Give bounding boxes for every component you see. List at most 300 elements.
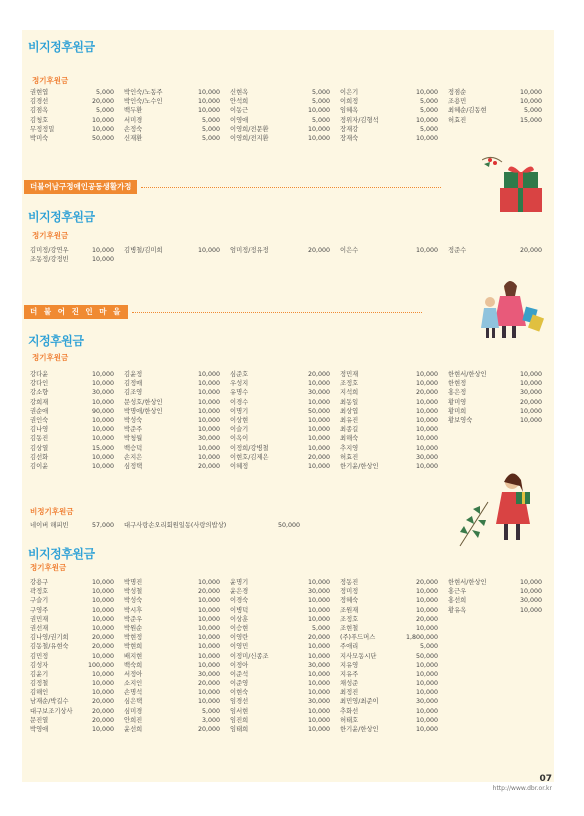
donation-amount: 10,000 <box>91 435 114 443</box>
donation-amount: 10,000 <box>91 670 114 678</box>
donor-name: 조원재 <box>340 606 359 614</box>
donor-name: 윤은경 <box>230 588 249 596</box>
donation-amount <box>506 134 542 143</box>
donation-amount <box>506 125 542 134</box>
banner-label: 더불어남구정애인공동생활가정 <box>24 180 137 194</box>
donor-name: (주)푸드머스 <box>340 634 376 642</box>
donor-name: 권순애 <box>30 407 49 415</box>
donor-name: 지사모동시단 <box>340 652 377 660</box>
donation-amount: 10,000 <box>197 698 220 706</box>
donation-amount: 10,000 <box>197 407 220 415</box>
donation-amount: 10,000 <box>91 680 114 688</box>
donor-name: 조정호 <box>340 380 359 388</box>
donor-name: 이은수 <box>340 247 359 254</box>
donor-name: 정혜숙 <box>340 597 359 605</box>
donation-amount: 10,000 <box>415 661 438 669</box>
donation-amount: 10,000 <box>197 579 220 586</box>
donation-amount: 5,000 <box>523 107 542 115</box>
donation-amount: 10,000 <box>91 652 114 660</box>
donor-name: 안석희 <box>230 98 249 106</box>
donation-amount: 20,000 <box>307 453 330 461</box>
donation-amount: 10,000 <box>415 116 438 124</box>
donation-amount: 10,000 <box>307 726 330 733</box>
donation-amount: 10,000 <box>197 380 220 388</box>
donation-amount: 10,000 <box>415 624 438 632</box>
donation-amount: 30,000 <box>415 698 438 706</box>
donor-name: 이영희/전지환 <box>230 134 269 142</box>
donation-amount: 10,000 <box>415 462 438 470</box>
donor-name: 이상현 <box>230 416 249 424</box>
donor-name: 김경선 <box>30 98 49 106</box>
donor-name <box>448 425 506 434</box>
donation-amount: 10,000 <box>197 89 220 96</box>
table-row <box>30 661 552 670</box>
donation-amount: 20,000 <box>307 634 330 642</box>
donation-amount <box>506 697 542 706</box>
donor-name: 김청호 <box>30 116 49 124</box>
donor-name <box>448 255 506 264</box>
donor-name <box>124 255 186 264</box>
donor-name: 백승덕 <box>124 444 143 452</box>
donor-name: 서미경 <box>124 116 143 124</box>
donor-name: 이동근 <box>230 107 249 115</box>
donor-name: 조용민 <box>448 98 467 106</box>
section3-table2 <box>30 521 310 530</box>
donation-amount: 20,000 <box>91 707 114 715</box>
donor-name: 문성호/한상인 <box>124 398 163 406</box>
donation-amount: 10,000 <box>307 107 330 115</box>
donation-amount: 5,000 <box>95 107 114 115</box>
donation-amount: 10,000 <box>91 462 114 470</box>
donation-amount: 10,000 <box>91 624 114 632</box>
donor-name: 우성지 <box>230 380 249 388</box>
donation-amount: 10,000 <box>307 615 330 623</box>
donation-amount: 10,000 <box>91 426 114 434</box>
donor-name: 이준영 <box>230 680 249 688</box>
donation-amount: 5,000 <box>311 624 330 632</box>
donation-amount: 30,000 <box>197 435 220 443</box>
donation-amount: 30,000 <box>307 698 330 706</box>
donation-amount: 20,000 <box>91 643 114 651</box>
donation-amount <box>506 434 542 443</box>
gift-box-icon <box>482 150 552 220</box>
donation-amount: 5,000 <box>419 98 438 106</box>
table-row <box>30 716 552 725</box>
table-row <box>30 134 552 143</box>
donor-name: 박원순 <box>124 624 143 632</box>
donor-name: 윤선희 <box>124 726 143 733</box>
table-row <box>30 416 552 425</box>
donation-amount: 10,000 <box>519 371 542 378</box>
donor-name: 김성자 <box>30 661 49 669</box>
donation-amount <box>506 688 542 697</box>
donor-name: 박준우 <box>124 615 143 623</box>
donor-name: 박인숙/노동주 <box>124 89 163 96</box>
donation-amount: 10,000 <box>307 134 330 142</box>
donation-amount: 5,000 <box>201 125 220 133</box>
donation-amount: 10,000 <box>519 380 542 388</box>
table-row <box>30 707 552 716</box>
holly-twig-icon <box>458 498 498 548</box>
banner-divider <box>132 312 422 313</box>
donor-name: 임태희 <box>230 726 249 733</box>
donor-name: 김정철 <box>30 680 49 688</box>
donation-amount: 10,000 <box>307 398 330 406</box>
donor-name: 김조영 <box>124 389 143 397</box>
donation-amount: 10,000 <box>519 579 542 586</box>
donation-amount: 10,000 <box>519 98 542 106</box>
donation-amount: 10,000 <box>91 380 114 388</box>
donor-name: 이은기 <box>340 89 359 96</box>
donor-name: 장재숙 <box>340 134 359 142</box>
donor-name: 대구사랑손오리회원일동(사랑의밥상) <box>124 522 227 529</box>
donor-name: 김병철/김미희 <box>124 247 163 254</box>
donor-name: 정위자/김형석 <box>340 116 379 124</box>
donor-name: 한현서/한상인 <box>448 371 487 378</box>
donor-name <box>448 134 506 143</box>
donation-amount <box>506 615 542 624</box>
donation-amount: 5,000 <box>419 107 438 115</box>
donation-amount: 50,000 <box>277 522 300 529</box>
table-row <box>30 670 552 679</box>
donor-name: 이경수 <box>230 398 249 406</box>
donation-amount <box>506 642 542 651</box>
donor-name: 권민재 <box>30 615 49 623</box>
donation-amount: 10,000 <box>91 726 114 733</box>
donation-amount: 5,000 <box>95 89 114 96</box>
donation-amount: 20,000 <box>307 247 330 254</box>
donor-name <box>448 670 506 679</box>
donor-name: 이영란 <box>230 634 249 642</box>
donation-amount: 20,000 <box>197 726 220 733</box>
donor-name: 추화선 <box>340 707 359 715</box>
donor-name: 심은택 <box>124 698 143 706</box>
donor-name: 박준주 <box>124 426 143 434</box>
donor-name: 박명진 <box>124 579 143 586</box>
donation-amount <box>288 255 330 264</box>
donation-amount: 10,000 <box>519 588 542 596</box>
donor-name: 최혜순/김동현 <box>448 107 487 115</box>
donor-name: 임진희 <box>230 716 249 724</box>
donation-amount: 10,000 <box>91 597 114 605</box>
table-row <box>30 725 552 734</box>
section2-table <box>30 246 552 264</box>
section4-title: 비지정후원금 <box>28 547 95 561</box>
donor-name: 장재강 <box>340 125 359 133</box>
donor-name: 김민정 <box>30 652 49 660</box>
donor-name: 조현철 <box>340 624 359 632</box>
donation-amount: 10,000 <box>415 707 438 715</box>
donation-amount <box>506 725 542 734</box>
section3-title: 지정후원금 <box>28 334 84 348</box>
donation-amount <box>506 444 542 453</box>
donor-name: 이영희/전문환 <box>230 125 269 133</box>
donation-amount: 10,000 <box>197 597 220 605</box>
donor-name: 이명기 <box>230 407 249 415</box>
donation-amount: 20,000 <box>519 398 542 406</box>
donor-name <box>448 661 506 670</box>
donation-amount <box>506 633 542 642</box>
donation-amount: 10,000 <box>307 426 330 434</box>
donation-amount <box>186 255 220 264</box>
section3-table <box>30 370 552 471</box>
donation-amount: 5,000 <box>201 134 220 142</box>
donor-name: 권인숙 <box>30 416 49 424</box>
donation-amount: 10,000 <box>519 407 542 415</box>
table-row <box>30 462 552 471</box>
donation-amount <box>400 255 438 264</box>
donor-name: 주애리 <box>340 643 359 651</box>
donor-name: 박성철 <box>124 588 143 596</box>
table-row <box>30 606 552 615</box>
donation-amount: 10,000 <box>91 689 114 697</box>
donation-amount: 10,000 <box>307 606 330 614</box>
donor-name: 최종길 <box>340 426 359 434</box>
donation-amount: 10,000 <box>197 389 220 397</box>
donation-amount <box>506 716 542 725</box>
table-row <box>30 642 552 651</box>
donor-name: 손지은 <box>124 453 143 461</box>
table-row <box>30 116 552 125</box>
donor-name: 이현호/김제은 <box>230 453 269 461</box>
donor-name: 김윤정 <box>124 371 143 378</box>
donor-name: 황보영숙 <box>448 416 473 424</box>
donation-amount: 20,000 <box>519 247 542 254</box>
donation-amount: 10,000 <box>307 444 330 452</box>
donation-amount: 10,000 <box>307 435 330 443</box>
donation-amount: 10,000 <box>415 435 438 443</box>
donation-amount: 10,000 <box>197 416 220 424</box>
donor-name: 곽정호 <box>30 588 49 596</box>
donor-name: 권선재 <box>30 624 49 632</box>
donor-name: 지석희 <box>340 389 359 397</box>
donation-amount: 20,000 <box>197 462 220 470</box>
donation-amount: 50,000 <box>91 134 114 142</box>
donor-name: 정미정 <box>340 588 359 596</box>
table-row <box>30 652 552 661</box>
donor-name <box>448 434 506 443</box>
table-row <box>30 388 552 397</box>
donation-amount: 20,000 <box>197 680 220 688</box>
donor-name: 강소향 <box>30 389 49 397</box>
footer-url: http://www.dbr.or.kr <box>492 785 552 792</box>
table-row <box>30 407 552 416</box>
donor-name: 이희정 <box>340 98 359 106</box>
donor-name: 김나영/권기희 <box>30 634 69 642</box>
donation-amount: 20,000 <box>91 698 114 706</box>
donation-amount: 10,000 <box>91 247 114 254</box>
donor-name: 이혜정 <box>230 462 249 470</box>
section1-subtitle: 정기후원금 <box>32 76 69 85</box>
donation-amount <box>506 624 542 633</box>
donation-amount: 20,000 <box>91 716 114 724</box>
donation-amount: 10,000 <box>91 606 114 614</box>
donor-name: 최해숙 <box>340 435 359 443</box>
donation-amount: 10,000 <box>91 588 114 596</box>
donation-amount: 10,000 <box>307 380 330 388</box>
donor-name: 황유옥 <box>448 606 467 614</box>
section3-subtitle: 정기후원금 <box>32 353 69 362</box>
donor-name: 이정아 <box>230 661 249 669</box>
donation-amount: 10,000 <box>415 398 438 406</box>
donor-name: 정동진 <box>340 579 359 586</box>
table-row <box>30 370 552 379</box>
donation-amount: 5,000 <box>311 89 330 96</box>
donor-name: 채성준 <box>340 680 359 688</box>
donor-name: 정점순 <box>448 89 467 96</box>
table-row <box>30 425 552 434</box>
table-row <box>30 88 552 97</box>
table-row <box>30 615 552 624</box>
donation-amount: 10,000 <box>197 652 220 660</box>
donor-name: 한현정 <box>448 380 467 388</box>
donor-name: 박명애/한상인 <box>124 407 163 415</box>
donation-amount: 10,000 <box>307 579 330 586</box>
donation-amount: 10,000 <box>197 426 220 434</box>
donation-amount: 30,000 <box>519 597 542 605</box>
donor-name: 안희진 <box>124 716 143 724</box>
donation-amount: 10,000 <box>519 89 542 96</box>
donor-name: 김이윤 <box>30 462 49 470</box>
table-row <box>30 624 552 633</box>
donor-name: 심미경 <box>124 707 143 715</box>
donor-name: 이현숙 <box>230 689 249 697</box>
donor-name: 이정희/강병철 <box>230 444 269 452</box>
donation-amount: 30,000 <box>91 389 114 397</box>
donation-amount: 15,000 <box>519 116 542 124</box>
table-row <box>30 521 310 530</box>
donor-name: 박성숙 <box>124 416 143 424</box>
donor-name: 구영주 <box>30 606 49 614</box>
donation-amount: 10,000 <box>197 615 220 623</box>
donor-name: 강다윤 <box>30 371 49 378</box>
donor-name: 이병덕 <box>230 606 249 614</box>
donor-name: 네이버 해피빈 <box>30 522 69 529</box>
donor-name <box>340 255 400 264</box>
donor-name: 유명수 <box>230 389 249 397</box>
donation-amount: 10,000 <box>307 652 330 660</box>
donor-name: 김나영 <box>30 426 49 434</box>
donation-amount: 10,000 <box>91 453 114 461</box>
donation-amount: 10,000 <box>415 426 438 434</box>
donor-name: 김해인 <box>30 689 49 697</box>
donor-name: 권현엽 <box>30 89 49 96</box>
donation-amount: 10,000 <box>91 579 114 586</box>
donor-name: 손명석 <box>124 689 143 697</box>
donor-name: 김상열 <box>30 444 49 452</box>
donation-amount: 10,000 <box>197 689 220 697</box>
donation-amount: 10,000 <box>307 643 330 651</box>
table-row <box>30 688 552 697</box>
donor-name: 정민재 <box>340 371 359 378</box>
donor-name: 남재순/박길수 <box>30 698 69 706</box>
donor-name <box>230 255 288 264</box>
donor-name: 박청월 <box>124 435 143 443</box>
donation-amount: 20,000 <box>307 371 330 378</box>
donor-name: 허효진 <box>340 453 359 461</box>
donor-name: 한기윤/한상인 <box>340 462 379 470</box>
section1-title: 비지정후원금 <box>28 40 95 54</box>
donation-amount: 57,000 <box>91 522 114 529</box>
donation-amount: 10,000 <box>415 247 438 254</box>
table-row <box>30 246 552 255</box>
donor-name: 조동정/강정빈 <box>30 256 69 264</box>
donation-amount: 10,000 <box>91 371 114 378</box>
donor-name: 임서현 <box>230 707 249 715</box>
donation-amount: 100,000 <box>87 661 114 669</box>
section1-table <box>30 88 552 143</box>
donor-name <box>448 716 506 725</box>
banner-village <box>24 305 422 319</box>
donation-amount: 10,000 <box>197 643 220 651</box>
donation-amount: 10,000 <box>519 416 542 424</box>
section3-subtitle2: 비정기후원금 <box>30 507 74 516</box>
donation-amount <box>506 255 542 264</box>
donor-name: 박시후 <box>124 606 143 614</box>
table-row <box>30 106 552 115</box>
donor-name <box>448 444 506 453</box>
donation-amount: 5,000 <box>311 116 330 124</box>
donor-name: 강용구 <box>30 579 49 586</box>
donation-amount <box>506 453 542 462</box>
donor-name: 윤명기 <box>230 579 249 586</box>
table-row <box>30 97 552 106</box>
donation-amount: 5,000 <box>419 125 438 133</box>
donation-amount: 10,000 <box>197 453 220 461</box>
donation-amount: 10,000 <box>197 661 220 669</box>
donation-amount: 30,000 <box>307 389 330 397</box>
donation-amount: 10,000 <box>91 615 114 623</box>
donation-amount: 10,000 <box>307 597 330 605</box>
donor-name: 이옥이 <box>230 435 249 443</box>
donor-name: 심준호 <box>230 371 249 378</box>
donation-amount: 10,000 <box>307 716 330 724</box>
donation-amount: 10,000 <box>415 670 438 678</box>
donor-name: 조정호 <box>340 615 359 623</box>
page-number: 07 <box>539 774 552 784</box>
donor-name: 김동철/유현숙 <box>30 643 69 651</box>
donation-amount: 20,000 <box>91 634 114 642</box>
donation-amount: 10,000 <box>307 670 330 678</box>
donation-amount: 50,000 <box>307 407 330 415</box>
donor-name <box>448 125 506 134</box>
donation-amount: 10,000 <box>415 606 438 614</box>
donation-amount: 15,000 <box>91 444 114 452</box>
table-row <box>30 379 552 388</box>
donation-amount: 10,000 <box>91 416 114 424</box>
donation-amount: 10,000 <box>197 107 220 115</box>
donor-name <box>448 633 506 642</box>
donor-name: 신현옥 <box>230 89 249 96</box>
donor-name: 김점옥 <box>30 107 49 115</box>
donation-amount: 10,000 <box>91 256 114 264</box>
donor-name: 지유주 <box>340 670 359 678</box>
donor-name: 김동진 <box>30 435 49 443</box>
donor-name <box>448 652 506 661</box>
donor-name: 배지현 <box>124 652 143 660</box>
donor-name: 강다인 <box>30 380 49 388</box>
donation-amount <box>506 670 542 679</box>
donor-name: 한현서/한상인 <box>448 579 487 586</box>
donor-name: 홍선희 <box>448 597 467 605</box>
donor-name: 최정진 <box>340 689 359 697</box>
donation-amount: 10,000 <box>197 98 220 106</box>
donation-amount: 20,000 <box>415 579 438 586</box>
donor-name: 임혜옥 <box>340 107 359 115</box>
table-row <box>30 633 552 642</box>
donation-amount <box>506 661 542 670</box>
donor-name: 홍은정 <box>448 389 467 397</box>
